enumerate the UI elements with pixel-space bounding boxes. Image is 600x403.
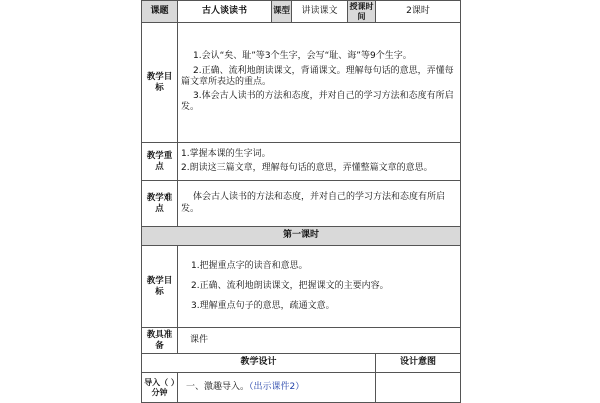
intro-row bbox=[142, 373, 461, 403]
difficulties-label: 教学难点 bbox=[142, 181, 178, 227]
goal-item: 3.体会古人读书的方法和态度，并对自己的学习方法和态度有所启发。 bbox=[181, 91, 454, 113]
intro-text: 一、激趣导入。 bbox=[186, 381, 250, 392]
lesson-plan-page bbox=[141, 0, 460, 400]
difficulties-row bbox=[142, 181, 461, 227]
time-label: 授课时间 bbox=[349, 2, 374, 21]
intro-label: 导入（ ）分钟 bbox=[142, 373, 178, 403]
lesson1-goals-label: 教学目标 bbox=[142, 246, 178, 328]
goal-item: 2.正确、流利地朗读课文，背诵课文。理解每句话的意思，弄懂每篇文章所表达的重点。 bbox=[181, 65, 454, 87]
key-points-label: 教学重点 bbox=[142, 143, 178, 181]
prep-value: 课件 bbox=[178, 328, 461, 354]
intro-courseware-link: （出示课件2） bbox=[249, 381, 305, 392]
design-header: 教学设计 bbox=[142, 354, 376, 373]
goals-row bbox=[142, 23, 461, 143]
intent-header: 设计意图 bbox=[376, 354, 461, 373]
topic-label: 课题 bbox=[142, 1, 178, 23]
lesson1-goal-item: 3.理解重点句子的意思，疏通文意。 bbox=[191, 301, 335, 312]
lesson1-title: 第一课时 bbox=[142, 227, 461, 246]
key-points-row bbox=[142, 143, 461, 181]
topic-value: 古人谈读书 bbox=[178, 1, 272, 23]
design-header-row bbox=[142, 354, 461, 373]
lesson1-title-row bbox=[142, 227, 461, 246]
lesson-plan-table bbox=[141, 0, 461, 403]
lesson1-goal-item: 2.正确、流利地朗读课文，把握课文的主要内容。 bbox=[191, 280, 389, 291]
difficulties-content: 体会古人读书的方法和态度，并对自己的学习方法和态度有所启发。 bbox=[178, 181, 461, 227]
header-row bbox=[142, 1, 461, 23]
type-value: 讲读课文 bbox=[292, 1, 348, 23]
goals-content bbox=[178, 23, 461, 143]
time-value: 2课时 bbox=[376, 1, 461, 23]
key-point-item: 1.掌握本课的生字词。 bbox=[181, 149, 271, 160]
key-point-item: 2.朗读这三篇文章，理解每句话的意思，弄懂整篇文章的意思。 bbox=[181, 162, 433, 173]
prep-row bbox=[142, 328, 461, 354]
lesson1-goal-item: 1.把握重点字的读音和意思。 bbox=[191, 260, 308, 271]
prep-label: 教具准备 bbox=[142, 328, 178, 354]
goals-label: 教学目标 bbox=[142, 23, 178, 143]
intro-intent-cell bbox=[376, 373, 461, 403]
lesson1-goals-row bbox=[142, 246, 461, 328]
type-label: 课型 bbox=[272, 1, 292, 23]
lesson1-goals-content bbox=[178, 246, 461, 328]
intro-content bbox=[178, 373, 376, 403]
goal-item: 1.会认“矣、耻”等3个生字，会写“耻、诲”等9个生字。 bbox=[193, 51, 412, 62]
key-points-content bbox=[178, 143, 461, 181]
